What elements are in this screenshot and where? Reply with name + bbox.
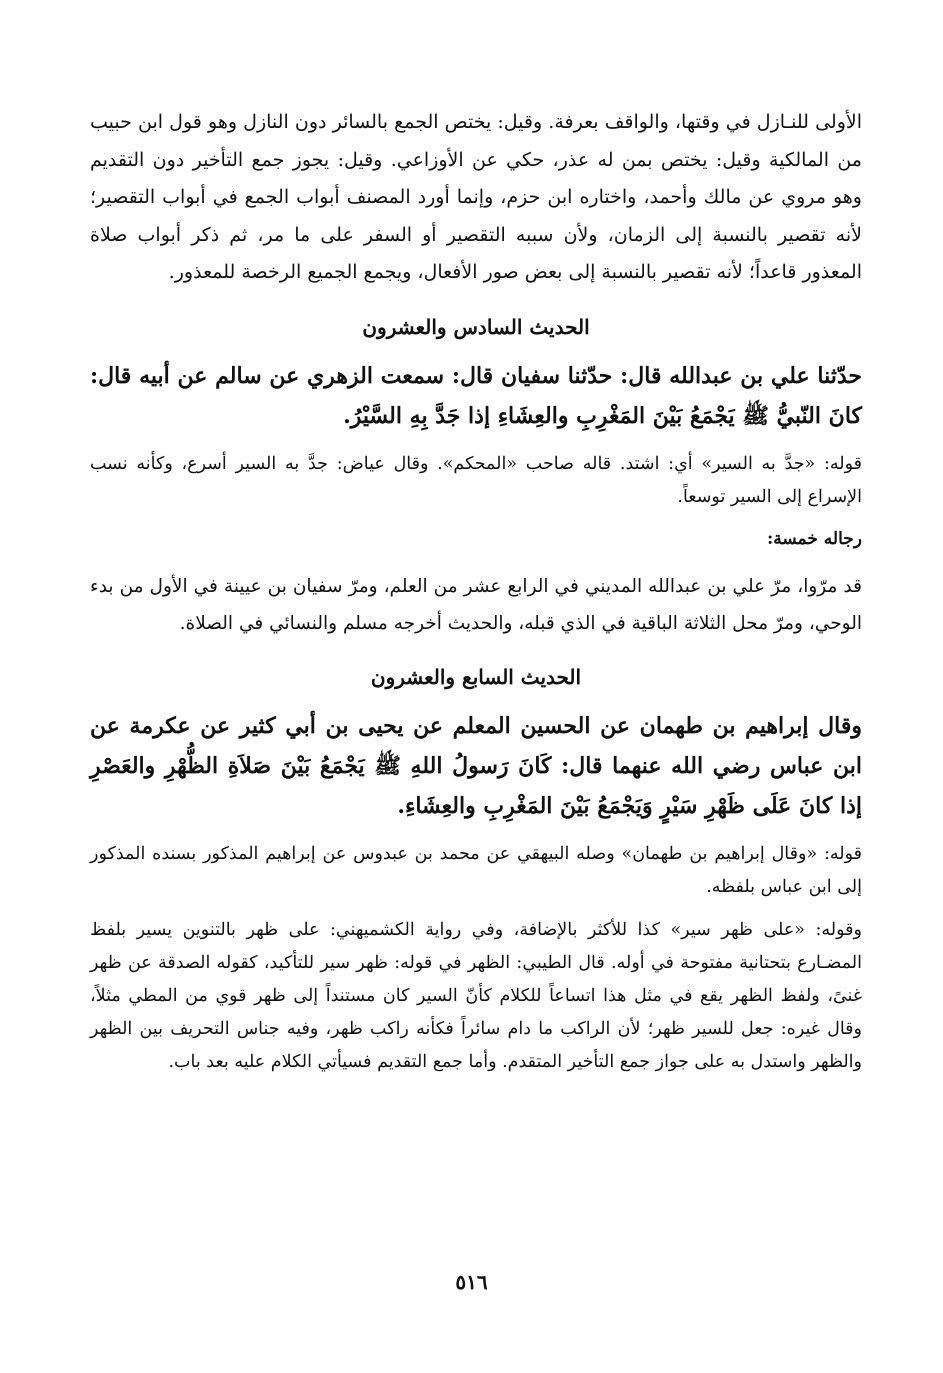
- hadith-27-commentary-1: قوله: «وقال إبراهيم بن طهمان» وصله البيهقي عن محمد بن عبدوس عن إبراهيم المذكور بسنده المذكور إلى ابن عباس بلفظه.: [90, 843, 862, 897]
- rijal-title: رجاله خمسة:: [766, 528, 862, 549]
- hadith-26-heading: الحديث السادس والعشرون: [362, 314, 590, 339]
- page-number: ٥١٦: [455, 1270, 488, 1294]
- hadith-27-text: وقال إبراهيم بن طهمان عن الحسين المعلم عن يحيى بن أبي كثير عن عكرمة عن ابن عباس رضي الله عنهما قال: كَانَ رَسولُ اللهِ ﷺ يَجْمَعُ بَيْنَ صَلاَةِ الظُّهْرِ والعَصْرِ إذا كانَ عَلَى ظَهْرِ سَيْرٍ وَيَجْمَعُ بَيْنَ المَغْرِبِ والعِشَاءِ.: [90, 712, 862, 819]
- intro-paragraph: الأولى للنـازل في وقتها، والواقف بعرفة. وقيل: يختص الجمع بالسائر دون النازل وهو قول ابن حبيب من المالكية وقيل: يختص بمن له عذر، حكي عن الأوزاعي. وقيل: يجوز جمع التأخير دون التقديم وهو مروي عن مالك وأحمد، واختاره ابن حزم، وإنما أورد المصنف أبواب الجمع في أبواب التقصير؛ لأنه تقصير بالنسبة إلى الزمان، ولأن سببه التقصير أو السفر على ما مر، ثم ذكر أبواب صلاة المعذور قاعداً؛ لأنه تقصير بالنسبة إلى بعض صور الأفعال، ويجمع الجميع الرخصة للمعذور.: [90, 111, 862, 283]
- hadith-26-commentary: قوله: «جدَّ به السير» أي: اشتد. قاله صاحب «المحكم». وقال عياض: جدَّ به السير أسرع، وكأنه نسب الإسراع إلى السير توسعاً.: [90, 453, 862, 507]
- page-content: [90, 104, 862, 1079]
- rijal-paragraph: قد مرّوا، مرّ علي بن عبدالله المديني في الرابع عشر من العلم، ومرّ سفيان بن عيينة في الأول من بدء الوحي، ومرّ محل الثلاثة الباقية في الذي قبله، والحديث أخرجه مسلم والنسائي في الصلاة.: [90, 575, 862, 634]
- hadith-26-text: حدّثنا علي بن عبدالله قال: حدّثنا سفيان قال: سمعت الزهري عن سالم عن أبيه قال: كانَ النّبيُّ ﷺ يَجْمَعُ بَيْنَ المَغْرِبِ والعِشَاءِ إذا جَدَّ بِهِ السَّيْرُ.: [90, 362, 862, 429]
- hadith-27-commentary-2: وقوله: «على ظهر سير» كذا للأكثر بالإضافة، وفي رواية الكشميهني: على ظهر بالتنوين يسير بلفظ المضـارع بتحتانية مفتوحة في أوله. قال الطيبي: الظهر في قوله: ظهر سير للتأكيد، كقوله الصدقة عن ظهر غنىً، ولفظ الظهر يقع في مثل هذا اتساعاً للكلام كأنّ السير كان مستنداً إلى ظهر قوي من المطي مثلاً، وقال غيره: جعل للسير ظهر؛ لأن الراكب ما دام سائراً فكأنه راكب ظهر، وفيه جناس التحريف بين الظهر والظهر واستدل به على جواز جمع التأخير المتقدم. وأما جمع التقديم فسيأتي الكلام عليه بعد باب.: [90, 919, 862, 1072]
- hadith-27-heading: الحديث السابع والعشرون: [370, 664, 582, 689]
